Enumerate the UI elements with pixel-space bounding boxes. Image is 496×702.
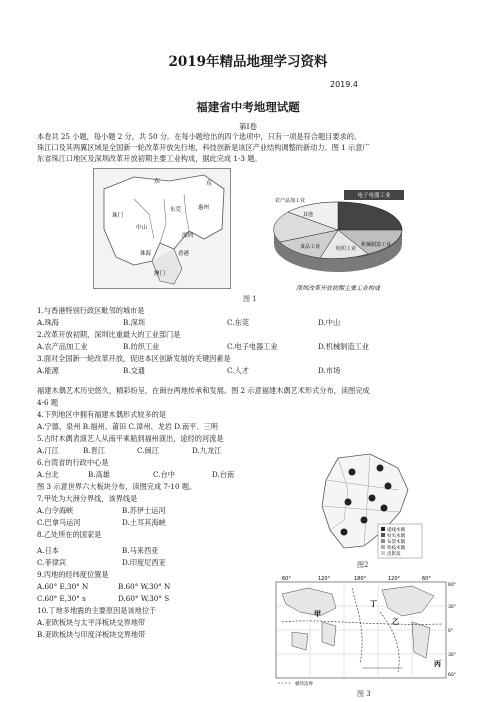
fig3-lat-4: 30°	[448, 653, 456, 658]
fig3-lat-3: 0°	[448, 629, 454, 634]
question-10: 10.丁地多地震的主要原因是该地位于	[37, 606, 157, 615]
fig2-legend-3: 布袋木偶	[387, 540, 405, 545]
fig3-label-jia: 甲	[314, 610, 321, 618]
fig3-legend: 板块边界	[295, 682, 313, 687]
q6-option-b: B.高雄	[88, 470, 110, 479]
q2-option-a: A.农产品加工业	[37, 342, 88, 351]
question-5: 5.古时木偶表演艺人从南平乘船到福州演出，途经的河流是	[37, 434, 224, 443]
pie-label-machinery: 机械制造工业	[360, 242, 392, 248]
fig3-label-bing: 丙	[434, 660, 441, 668]
fujian-puppet-map	[308, 450, 424, 560]
pie-label-agri: 农产品加工业	[274, 198, 306, 204]
q8-option-b: B.马来西亚	[122, 546, 159, 555]
pie-caption: 深圳改革开放初期主要工业构成	[295, 285, 381, 292]
question-3: 3.面对全国新一轮改革开放，促进本区创新发展的关键因素是	[37, 354, 231, 363]
page-title: 2019年精品地理学习资料	[168, 54, 328, 70]
q3-option-a: A.能源	[37, 366, 59, 375]
figure2-caption: 图2	[357, 561, 369, 569]
fig3-lon-3: 180°	[354, 576, 367, 582]
pearl-river-map-svg	[94, 169, 230, 288]
q7-option-d: D.土耳其海峡	[122, 518, 166, 527]
q3-option-d: D.市场	[318, 366, 341, 375]
map-label-east: 东	[206, 180, 213, 187]
intro-line-1: 本卷共 25 小题，每小题 2 分，共 50 分。在每小题给出的四个选项中，只有一项是符合题目要求的。	[37, 132, 362, 141]
fig3-lon-2: 120°	[318, 576, 331, 582]
fig2-legend-4: 铁枝木偶	[387, 546, 405, 551]
map-label-jiangmen: 珠门	[112, 213, 124, 219]
pie-label-food: 食品工业	[299, 244, 321, 250]
q3-option-b: B.交通	[123, 366, 145, 375]
question-9: 9.丙地的经纬度位置是	[37, 570, 109, 579]
world-plates-map	[262, 572, 462, 688]
q4-options: A.宁德、泉州 B.福州、莆田 C.漳州、龙岩 D.南平、三明	[37, 422, 218, 431]
q7-option-b: B.苏伊士运河	[122, 506, 166, 515]
q6-option-c: C.台中	[153, 470, 175, 479]
q1-option-a: A.珠海	[37, 318, 59, 327]
q5-option-c: C.闽江	[137, 446, 159, 455]
map-label-north: 东	[154, 178, 161, 185]
world-map-svg	[262, 572, 462, 688]
q5-option-d: D.九龙江	[192, 446, 222, 455]
map-label-hongkong: 香港	[178, 251, 190, 257]
q5-option-b: B.晋江	[83, 446, 105, 455]
map-label-zhuhai: 珠海	[140, 251, 152, 257]
question-1: 1.与香港特别行政区毗邻的城市是	[37, 306, 145, 315]
fig3-lat-1: 60°	[448, 583, 456, 588]
exam-subtitle: 福建省中考地理试题	[196, 100, 300, 114]
map-label-shenzhen: 深圳	[182, 233, 194, 239]
question-6: 6.台湾省的行政中心是	[37, 458, 109, 467]
question-4: 4.下列地区中拥有福建木偶形式较多的是	[37, 410, 167, 419]
map-label-macau: 澳门	[154, 271, 166, 277]
q9-option-c: C.60° E,30° s	[37, 594, 86, 603]
figure3-caption: 图 3	[357, 690, 371, 698]
figure1-caption: 图 1	[243, 295, 257, 303]
pearl-river-map	[93, 168, 231, 289]
q2-option-d: D.机械制造工业	[318, 342, 369, 351]
q9-option-a: A.60° E,30° N	[37, 582, 89, 591]
para2-line-1: 福建木偶艺术历史悠久，精彩纷呈，在闽台两地传承和发展。图 2 示意福建木偶艺术形式分布，读图完成	[37, 386, 370, 395]
fig3-lat-2: 30°	[448, 605, 456, 610]
q7-option-c: C.巴拿马运河	[37, 518, 81, 527]
q7-option-a: A.白令海峡	[37, 506, 74, 515]
fig3-label-yi: 乙	[392, 618, 399, 626]
q6-option-d: D.台南	[212, 470, 235, 479]
q10-option-b: B.亚欧板块与印度洋板块交界地带	[37, 630, 146, 639]
pie-label-electronics: 电子电器工业	[357, 193, 391, 199]
q8-option-d: D.印度尼西亚	[122, 558, 166, 567]
fig3-lat-5: 60°	[448, 673, 456, 678]
q1-option-c: C.东莞	[227, 318, 249, 327]
map-label-dongguan: 东莞	[170, 207, 182, 213]
industry-pie-chart	[258, 172, 418, 297]
fig2-legend-1: 提线木偶	[387, 528, 405, 533]
q9-option-d: D.60° W,30° S	[118, 594, 170, 603]
fig3-lon-4: 120°	[388, 576, 401, 582]
para3: 图 3 示意世界六大板块分布，读图完成 7-10 题。	[37, 482, 197, 491]
q10-option-a: A.亚欧板块与太平洋板块交界地带	[37, 618, 146, 627]
q3-option-c: C.人才	[227, 366, 249, 375]
fig2-legend-2: 杖头木偶	[387, 534, 405, 539]
exam-date: 2019.4	[330, 80, 358, 89]
q8-option-c: C.菲律宾	[37, 558, 67, 567]
q9-option-b: B.60° W,30° N	[118, 582, 171, 591]
intro-line-3: 东省珠江口地区及深圳改革开放初期主要工业构成，据此完成 1-3 题。	[37, 154, 262, 163]
para2-line-2: 4-6 题	[37, 398, 59, 407]
intro-line-2: 珠江口及其两翼区域是全国新一轮改革开放先行地，科技创新是该区产业结构调整的新动力。图 1 示意广	[37, 143, 370, 152]
pie-label-textile: 纺织工业	[335, 246, 357, 252]
fig3-lon-5: 60°	[422, 576, 431, 582]
pie-label-other: 其他	[302, 212, 314, 218]
q5-option-a: A.汀江	[37, 446, 59, 455]
q2-option-c: C.电子电器工业	[227, 342, 278, 351]
part-label: 第Ⅰ卷	[239, 122, 257, 131]
question-2: 2.改革开放初期，深圳比重最大的工业部门是	[37, 330, 181, 339]
question-7: 7.甲处为大洲分界线，该界线是	[37, 494, 138, 503]
q2-option-b: B.纺织工业	[123, 342, 160, 351]
q8-option-a: A.日本	[37, 546, 59, 555]
fig3-label-ding: 丁	[370, 600, 377, 608]
q6-option-a: A.台北	[37, 470, 59, 479]
map-label-huizhou: 惠州	[198, 205, 210, 211]
map-label-zhongshan: 中山	[136, 225, 148, 231]
fig2-legend-5: 皮影戏	[387, 552, 401, 557]
question-8: 8.乙处所在的国家是	[37, 530, 102, 539]
q1-option-b: B.深圳	[123, 318, 145, 327]
fujian-map-svg	[308, 450, 424, 560]
industry-pie-svg	[258, 172, 418, 297]
q1-option-d: D.中山	[318, 318, 341, 327]
fig3-lon-1: 60°	[282, 576, 291, 582]
